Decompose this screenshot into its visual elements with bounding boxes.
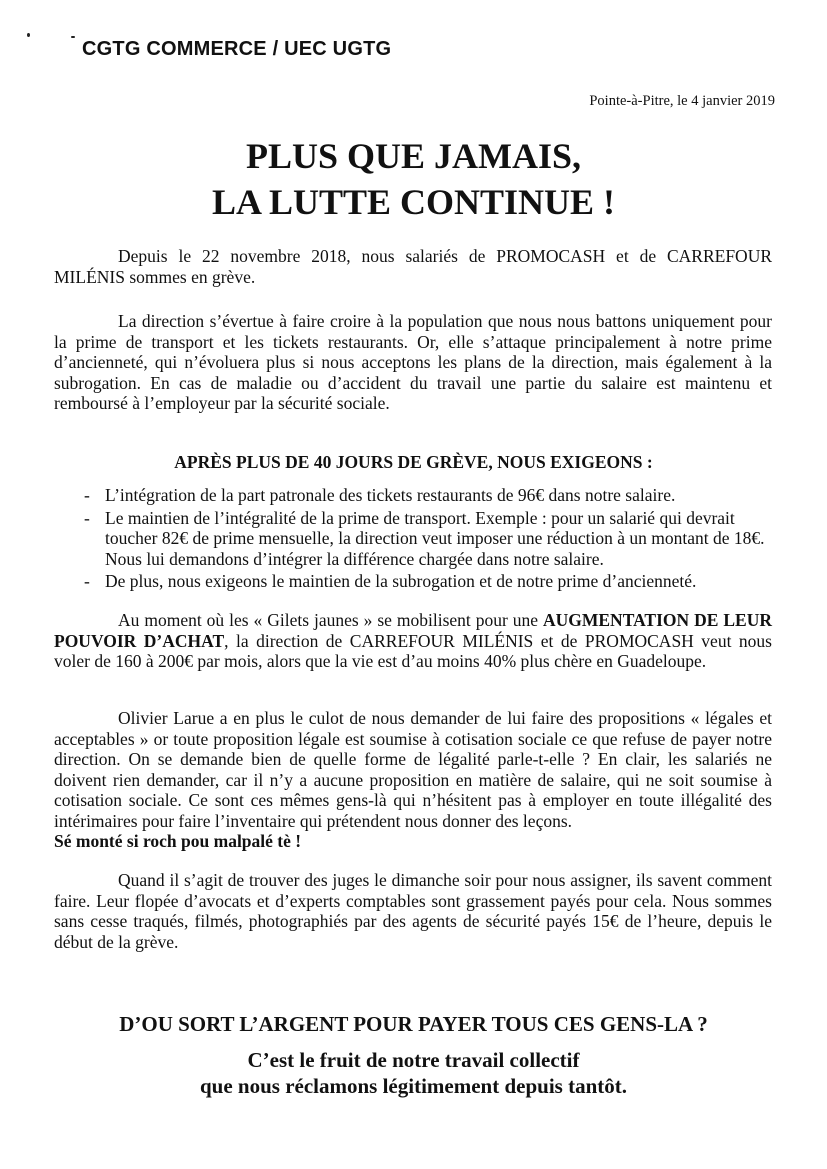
list-item-text: L’intégration de la part patronale des tickets restaurants de 96€ dans notre salaire.	[105, 485, 676, 505]
list-item-text: Le maintien de l’intégralité de la prime de transport. Exemple : pour un salarié qui devrait toucher 82€ de prime mensuelle, la direction veut imposer une réduction à un montant de 18€. Nous lui demandons d’intégrer la différence chargée dans notre salaire.	[105, 507, 765, 569]
list-item	[54, 508, 772, 570]
creole-slogan: Sé monté si roch pou malpalé tè !	[54, 831, 302, 851]
title-line-1: PLUS QUE JAMAIS,	[245, 136, 582, 176]
paragraph-judges-lawyers	[54, 870, 772, 952]
dash-bullet: -	[84, 571, 90, 591]
closing-answer-line-1: C’est le fruit de notre travail collectif	[247, 1048, 580, 1072]
demands-list	[54, 485, 772, 594]
paragraph-text: Depuis le 22 novembre 2018, nous salariés de PROMOCASH et de CARREFOUR MILÉNIS sommes en grève.	[54, 246, 772, 287]
paragraph-text: Olivier Larue a en plus le culot de nous demander de lui faire des propositions « légales et acceptables » or toute proposition légale est soumise à cotisation sociale ce que refuse de payer notre direction. On se demande bien de quelle forme de légalité parle-t-elle ? En clair, les salariés ne doivent rien demander, car il n’y a aucune proposition en matière de salaire, qui ne soit soumise à cotisation sociale. Ce sont ces mêmes gens-là qui n’hésitent pas à employer en toute illégalité des intérimaires pour faire l’inventaire qui prétendent nous donner des leçons.	[54, 708, 772, 831]
paragraph-olivier-larue	[54, 708, 772, 852]
closing-answer-line-2: que nous réclamons légitimement depuis tantôt.	[200, 1074, 627, 1098]
list-item	[54, 571, 772, 592]
paragraph-text: Quand il s’agit de trouver des juges le dimanche soir pour nous assigner, ils savent comment faire. Leur flopée d’avocats et d’experts comptables sont grassement payés pour cela. Nous sommes sans cesse traqués, filmés, photographiés par des agents de sécurité payés 15€ de l’heure, depuis le début de la grève.	[54, 870, 772, 952]
list-item-text: De plus, nous exigeons le maintien de la subrogation et de notre prime d’ancienneté.	[105, 571, 697, 591]
dash-bullet: -	[84, 485, 90, 505]
scan-speck	[27, 33, 30, 37]
organization-header: CGTG COMMERCE / UEC UGTG	[82, 38, 392, 60]
dash-bullet: -	[84, 507, 90, 528]
demands-heading: APRÈS PLUS DE 40 JOURS DE GRÈVE, NOUS EXIGEONS :	[174, 452, 653, 472]
paragraph-emphasis: AUGMENTATION DE LEUR POUVOIR D’ACHAT	[54, 610, 772, 651]
title-line-2: LA LUTTE CONTINUE !	[211, 182, 616, 222]
paragraph-text: Au moment où les « Gilets jaunes » se mobilisent pour une	[118, 610, 543, 630]
paragraph-direction-claims	[54, 311, 772, 414]
paragraph-strike-intro	[54, 246, 772, 287]
paragraph-text: La direction s’évertue à faire croire à la population que nous nous battons uniquement pour la prime de transport et les tickets restaurants. Or, elle s’attaque principalement à notre prime d’ancienneté, qui n’évoluera plus si nous acceptons les plans de la direction, mais également à la subrogation. En cas de maladie ou d’accident du travail une partie du salaire est maintenu et remboursé à l’employeur par la sécurité sociale.	[54, 311, 772, 413]
scan-speck	[71, 36, 75, 38]
document-date: Pointe-à-Pitre, le 4 janvier 2019	[589, 93, 775, 109]
paragraph-gilets-jaunes	[54, 610, 772, 672]
list-item	[54, 485, 772, 506]
paragraph-text: , la direction de CARREFOUR MILÉNIS et de PROMOCASH veut nous voler de 160 à 200€ par mois, alors que la vie est d’au moins 40% plus chère en Guadeloupe.	[54, 630, 772, 671]
page-title	[0, 133, 827, 225]
closing-answer	[0, 1047, 827, 1099]
closing-question: D’OU SORT L’ARGENT POUR PAYER TOUS CES GENS-LA ?	[119, 1012, 708, 1036]
